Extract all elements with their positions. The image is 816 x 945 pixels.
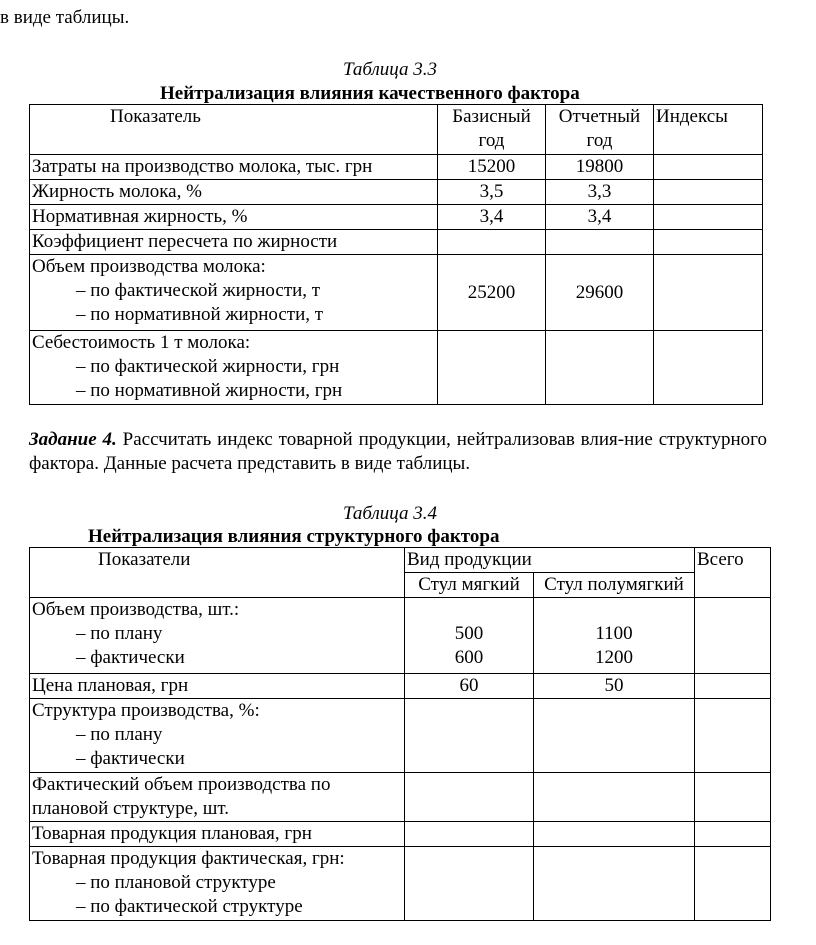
- report-value: [546, 230, 654, 255]
- base-value: [438, 230, 546, 255]
- soft-value: [405, 773, 534, 822]
- table-row: [30, 598, 771, 674]
- total-value: [695, 847, 771, 921]
- semisoft-value: [534, 699, 695, 773]
- semisoft-values: 1100 1200: [534, 598, 695, 674]
- header-soft-chair: Стул мягкий: [405, 573, 534, 598]
- report-value: 3,4: [546, 205, 654, 230]
- table-3-3-caption: Таблица 3.3: [343, 59, 437, 80]
- table-3-3-title: Нейтрализация влияния качественного фактора: [160, 83, 580, 104]
- header-semisoft-chair: Стул полумягкий: [534, 573, 695, 598]
- table-row: [30, 699, 771, 773]
- soft-value: [405, 699, 534, 773]
- report-value: [546, 331, 654, 405]
- index-value: [654, 230, 763, 255]
- semisoft-value: [534, 773, 695, 822]
- task-4-text: Рассчитать индекс товарной продукции, нейтрализовав влия-ние структурного фактора. Данные расчета представить в виде таблицы.: [29, 429, 767, 474]
- table-header-row: [30, 105, 763, 155]
- semisoft-value: 50: [534, 674, 695, 699]
- table-row: [30, 255, 763, 331]
- intro-text: в виде таблицы.: [0, 7, 130, 28]
- table-row: [30, 205, 763, 230]
- header-total: Всего: [695, 548, 771, 598]
- soft-values: 500 600: [405, 598, 534, 674]
- index-value: [654, 205, 763, 230]
- semisoft-value: [534, 822, 695, 847]
- task-4-label: Задание 4.: [29, 429, 117, 450]
- table-row: [30, 155, 763, 180]
- row-label: Товарная продукция плановая, грн: [30, 822, 405, 847]
- base-value: 25200: [438, 255, 546, 331]
- header-indexes: Индексы: [654, 105, 763, 155]
- table-row: [30, 822, 771, 847]
- row-label: Цена плановая, грн: [30, 674, 405, 699]
- total-value: [695, 598, 771, 674]
- table-3-4-caption: Таблица 3.4: [343, 503, 437, 524]
- row-label-cost: Себестоимость 1 т молока: – по фактической жирности, грн – по нормативной жирности, грн: [30, 331, 438, 405]
- table-row: [30, 230, 763, 255]
- soft-value: [405, 847, 534, 921]
- index-value: [654, 180, 763, 205]
- table-row: [30, 847, 771, 921]
- total-value: [695, 699, 771, 773]
- soft-value: 60: [405, 674, 534, 699]
- report-value: 3,3: [546, 180, 654, 205]
- total-value: [695, 773, 771, 822]
- row-label: Нормативная жирность, %: [30, 205, 438, 230]
- base-value: 15200: [438, 155, 546, 180]
- total-value: [695, 822, 771, 847]
- row-label-volume: Объем производства, шт.: – по плану – фактически: [30, 598, 405, 674]
- table-row: [30, 331, 763, 405]
- header-indicators: Показатели: [30, 548, 405, 598]
- table-header-row: [30, 548, 771, 573]
- row-label-fact-volume: Фактический объем производства по плановой структуре, шт.: [30, 773, 405, 822]
- total-value: [695, 674, 771, 699]
- header-report-year: Отчетный год: [546, 105, 654, 155]
- index-value: [654, 255, 763, 331]
- task-4-paragraph: [29, 428, 767, 476]
- header-product-type: Вид продукции: [405, 548, 695, 573]
- semisoft-value: [534, 847, 695, 921]
- header-base-year: Базисный год: [438, 105, 546, 155]
- table-3-4-title: Нейтрализация влияния структурного фактора: [88, 526, 500, 547]
- table-3-3: [29, 104, 763, 405]
- header-indicator: Показатель: [30, 105, 438, 155]
- soft-value: [405, 822, 534, 847]
- table-row: [30, 773, 771, 822]
- base-value: [438, 331, 546, 405]
- row-label: Жирность молока, %: [30, 180, 438, 205]
- table-row: [30, 674, 771, 699]
- row-label: Затраты на производство молока, тыс. грн: [30, 155, 438, 180]
- index-value: [654, 155, 763, 180]
- row-label-volume: Объем производства молока: – по фактической жирности, т – по нормативной жирности, т: [30, 255, 438, 331]
- row-label-actual-output: Товарная продукция фактическая, грн: – по плановой структуре – по фактической структуре: [30, 847, 405, 921]
- report-value: 19800: [546, 155, 654, 180]
- table-row: [30, 180, 763, 205]
- row-label: Коэффициент пересчета по жирности: [30, 230, 438, 255]
- row-label-structure: Структура производства, %: – по плану – фактически: [30, 699, 405, 773]
- index-value: [654, 331, 763, 405]
- base-value: 3,4: [438, 205, 546, 230]
- table-3-4: [29, 547, 771, 921]
- base-value: 3,5: [438, 180, 546, 205]
- report-value: 29600: [546, 255, 654, 331]
